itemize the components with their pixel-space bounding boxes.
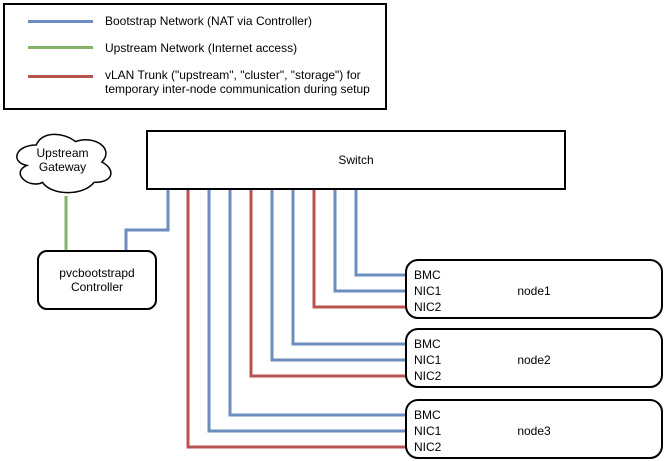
node1-port-nic2-label: NIC2	[414, 300, 442, 314]
connection-switch-controller	[126, 190, 168, 250]
upstream-network-line-swatch	[28, 46, 93, 49]
connection-switch-node2-bmc	[293, 190, 406, 344]
node1-port-bmc-label: BMC	[414, 268, 441, 282]
controller-label	[59, 266, 134, 294]
upstream-gateway-label	[10, 146, 115, 174]
connection-switch-node1-nic2	[314, 190, 406, 307]
legend-label-line: Upstream Network (Internet access)	[105, 41, 298, 55]
upstream-gateway-label-line2: Gateway	[38, 160, 87, 174]
legend-label-line: vLAN Trunk ("upstream", "cluster", "storage") for	[105, 68, 361, 82]
connection-switch-node3-nic1	[209, 190, 406, 431]
upstream-gateway-label-line1: Upstream	[36, 146, 89, 160]
node2-port-nic2-label: NIC2	[414, 369, 442, 383]
node1-box	[405, 259, 663, 319]
legend-label-bootstrap	[105, 14, 312, 28]
node3-box	[405, 399, 663, 459]
switch-label: Switch	[338, 153, 374, 167]
node2-box	[405, 328, 663, 388]
bootstrap-network-line-swatch	[28, 20, 93, 23]
node3-port-nic1-label: NIC1	[414, 424, 442, 438]
node3-port-bmc-label: BMC	[414, 408, 441, 422]
connection-switch-node1-bmc	[356, 190, 406, 275]
connection-switch-node2-nic2	[251, 190, 406, 376]
node1-port-nic1-label: NIC1	[414, 284, 442, 298]
switch-box	[146, 130, 566, 190]
legend-box	[3, 3, 387, 110]
controller-label-line2: Controller	[70, 280, 123, 294]
legend-label-line: temporary inter-node communication during setup	[105, 82, 370, 96]
legend-label-upstream	[105, 41, 297, 55]
controller-box	[37, 250, 157, 310]
node2-label: node2	[517, 353, 551, 367]
node3-port-nic2-label: NIC2	[414, 440, 442, 454]
node2-port-bmc-label: BMC	[414, 337, 441, 351]
node1-label: node1	[517, 284, 551, 298]
connection-switch-node3-nic2	[188, 190, 406, 447]
vlan-trunk-line-swatch	[28, 75, 93, 78]
legend-label-vlan-trunk	[105, 68, 370, 96]
connection-switch-node2-nic1	[272, 190, 406, 360]
connection-switch-node1-nic1	[335, 190, 406, 291]
controller-label-line1: pvcbootstrapd	[59, 266, 135, 280]
node3-label: node3	[517, 424, 551, 438]
connection-switch-node3-bmc	[230, 190, 406, 415]
node2-port-nic1-label: NIC1	[414, 353, 442, 367]
legend-label-line: Bootstrap Network (NAT via Controller)	[105, 14, 312, 28]
